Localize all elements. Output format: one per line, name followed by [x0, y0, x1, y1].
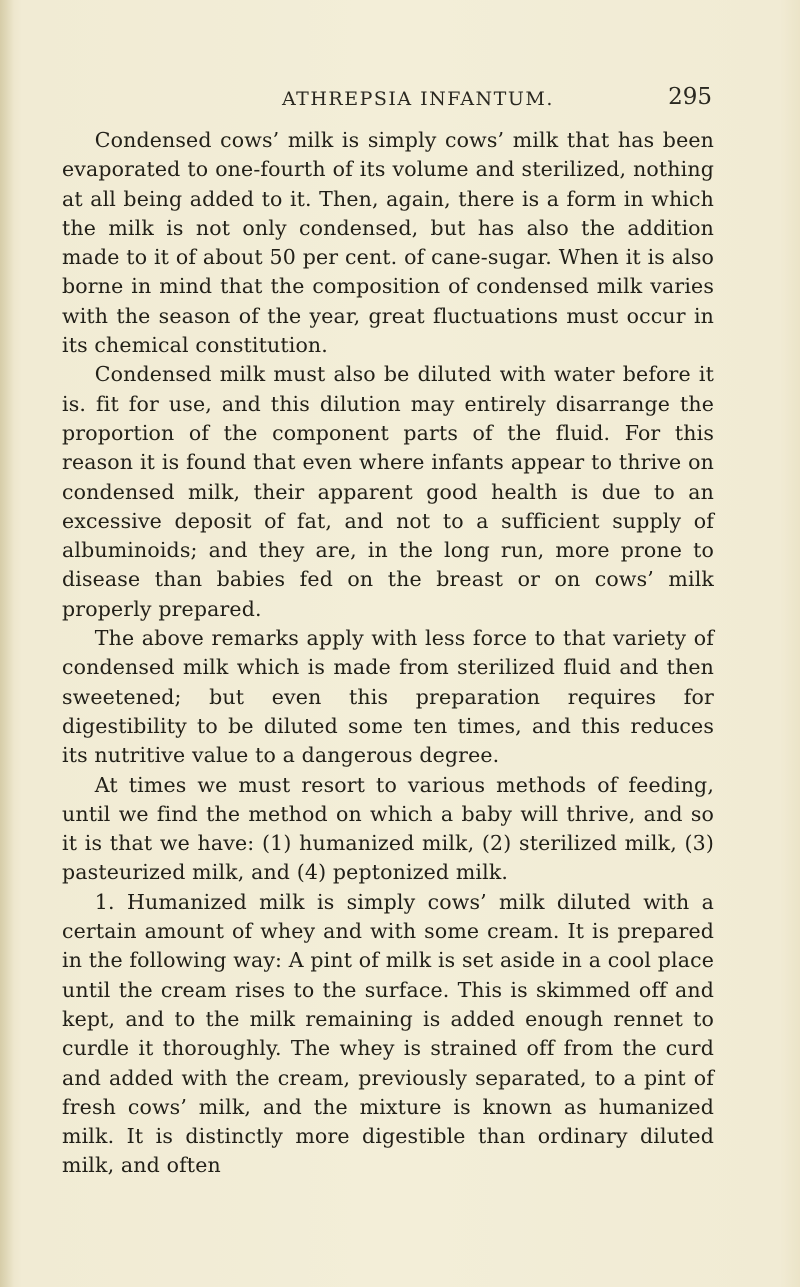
paragraph: The above remarks apply with less force to that variety of condensed milk which is made from sterilized fluid and then sweetened; but even this preparation requires for digestibility to be diluted some ten times, and this reduces its nutritive value to a dangerous degree.	[62, 626, 714, 768]
running-head	[62, 84, 712, 114]
paragraph: Condensed cows’ milk is simply cows’ milk that has been evaporated to one-fourth of its volume and sterilized, nothing at all being added to it. Then, again, there is a form in which the milk is not only condensed, but has also the addition made to it of about 50 per cent. of cane-sugar. When it is also borne in mind that the composition of condensed milk varies with the season of the year, great fluctuations must occur in its chemical constitution.	[62, 128, 714, 358]
paragraph: 1. Humanized milk is simply cows’ milk diluted with a certain amount of whey and with some cream. It is prepared in the following way: A pint of milk is set aside in a cool place until the cream rises to the surface. This is skimmed off and kept, and to the milk remaining is added enough rennet to curdle it thoroughly. The whey is strained off from the curd and added with the cream, previously separated, to a pint of fresh cows’ milk, and the mixture is known as humanized milk. It is distinctly more digestible than ordinary diluted milk, and often	[62, 889, 714, 1178]
chapter-title: ATHREPSIA INFANTUM.	[282, 88, 554, 110]
paragraph: Condensed milk must also be diluted with water before it is. fit for use, and this dilution may entirely disarrange the proportion of the component parts of the fluid. For this reason it is found that even where infants appear to thrive on condensed milk, their apparent good health is due to an excessive deposit of fat, and not to a sufficient supply of albuminoids; and they are, in the long run, more prone to disease than babies fed on the breast or on cows’ milk properly prepared.	[62, 362, 714, 621]
paragraph: At times we must resort to various methods of feeding, until we find the method on which a baby will thrive, and so it is that we have: (1) humanized milk, (2) sterilized milk, (3) pasteurized milk, and (4) peptonized milk.	[62, 772, 714, 885]
page-gutter-shadow	[0, 0, 14, 1287]
body-text	[62, 126, 714, 1181]
page-number: 295	[668, 84, 712, 110]
